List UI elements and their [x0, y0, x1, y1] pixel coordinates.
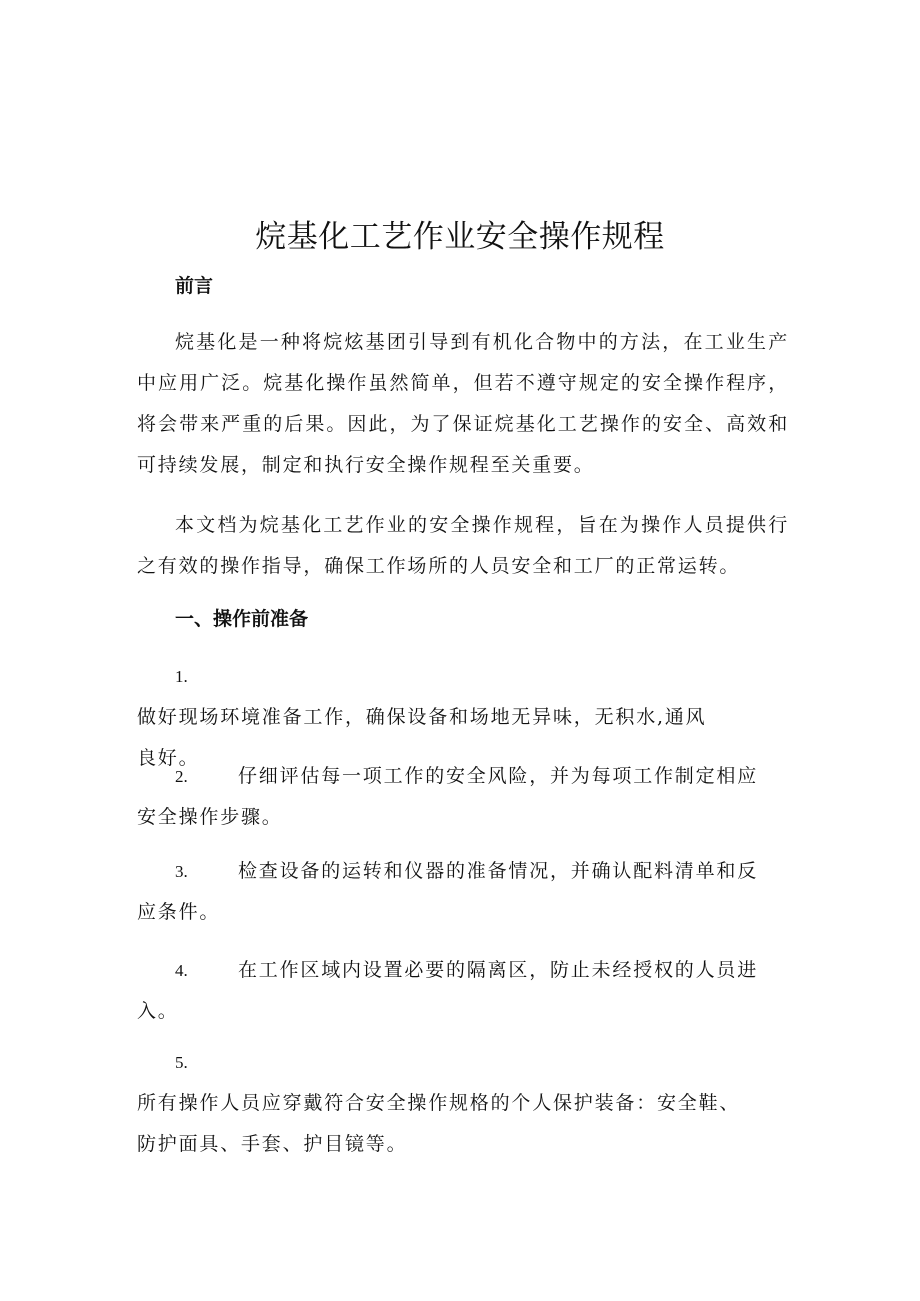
list-item-number: 4.: [175, 961, 188, 980]
list-item-number: 3.: [175, 862, 188, 881]
list-item-text-continued: 良好。: [137, 747, 200, 769]
list-item-text: 仔细评估每一项工作的安全风险，并为每项工作制定相应: [238, 765, 759, 787]
document-title: 烷基化工艺作业安全操作规程: [255, 219, 665, 255]
list-item-text-continued: 防护面具、手套、护目镜等。: [137, 1133, 408, 1155]
list-item-number: 1.: [175, 667, 188, 686]
list-item-text: 做好现场环境准备工作，确保设备和场地无异味，无积水,通风: [137, 706, 707, 728]
list-item-text-continued: 安全操作步骤。: [137, 806, 283, 828]
list-item-text-continued: 入。: [137, 1000, 179, 1022]
list-item-text-continued: 应条件。: [137, 901, 221, 923]
list-item-number: 2.: [175, 767, 188, 786]
list-item-text: 所有操作人员应穿戴符合安全操作规格的个人保护装备：安全鞋、: [137, 1092, 741, 1114]
list-item-4: [137, 950, 789, 1032]
section-1-heading: 一、操作前准备: [175, 608, 309, 630]
list-item-text: 检查设备的运转和仪器的准备情况，并确认配料清单和反: [238, 860, 759, 882]
preface-paragraph-1: 烷基化是一种将烷炫基团引导到有机化合物中的方法，在工业生产中应用广泛。烷基化操作虽然简单，但若不遵守规定的安全操作程序，将会带来严重的后果。因此，为了保证烷基化工艺操作的安全、高效和可持续发展，制定和执行安全操作规程至关重要。: [137, 331, 789, 476]
list-item-5: [137, 1042, 789, 1165]
list-item-2: [137, 756, 789, 838]
list-item-text: 在工作区域内设置必要的隔离区，防止未经授权的人员进: [238, 959, 759, 981]
preface-heading: 前言: [175, 275, 214, 297]
list-item-number: 5.: [175, 1053, 188, 1072]
preface-paragraph-2: 本文档为烷基化工艺作业的安全操作规程，旨在为操作人员提供行之有效的操作指导，确保工作场所的人员安全和工厂的正常运转。: [137, 514, 789, 577]
list-item-3: [137, 851, 789, 933]
